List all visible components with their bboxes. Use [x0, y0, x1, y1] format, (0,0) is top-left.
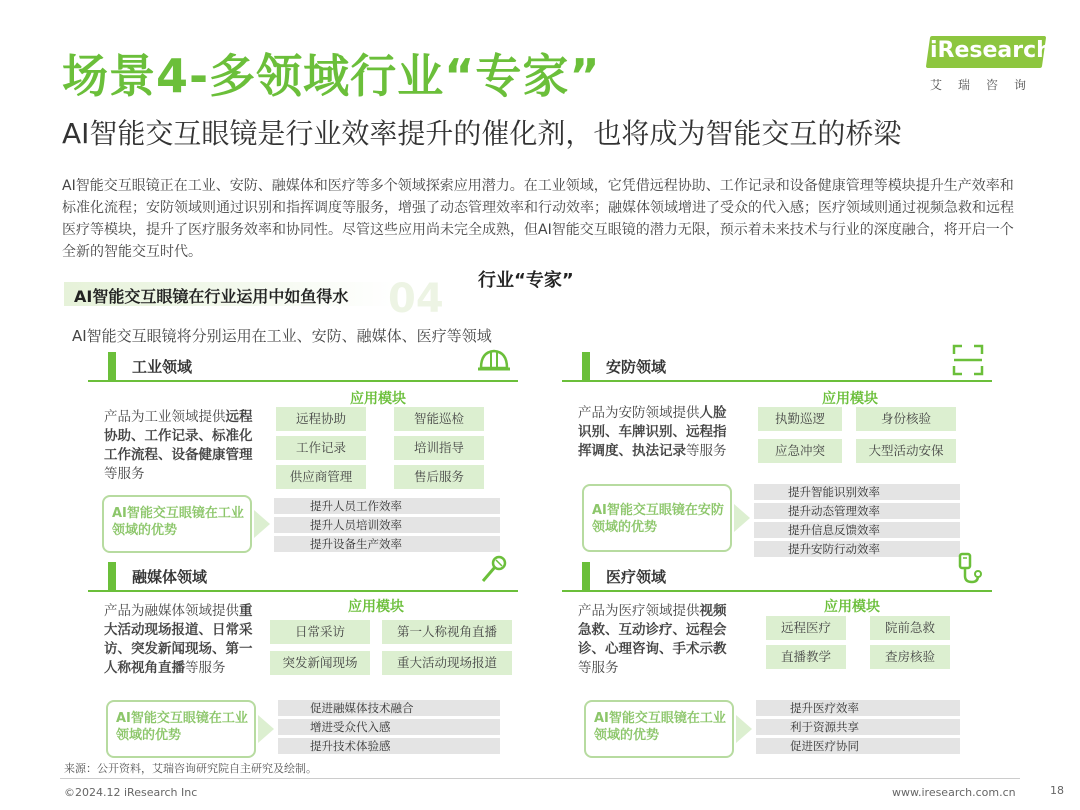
- ai-advantage-label: AI智能交互眼镜在安防领域的优势: [592, 503, 724, 535]
- panel-title-marker: [582, 562, 590, 592]
- slide-title: 场景4-多领域行业“专家”: [62, 49, 601, 103]
- benefit-row: [278, 700, 500, 716]
- panel-divider: [562, 590, 992, 592]
- footer-divider: [60, 778, 1020, 779]
- panel-description: [578, 602, 738, 678]
- module-tag: 突发新闻现场: [270, 651, 370, 675]
- ai-advantage-box: [584, 700, 734, 758]
- panel-title: 工业领域: [132, 358, 193, 376]
- desc-bold: 视频急救、互动诊疗、远程会诊、心理咨询、手术示教: [578, 603, 727, 657]
- desc-prefix: 产品为融媒体领域提供: [104, 603, 239, 619]
- intro-paragraph: AI智能交互眼镜正在工业、安防、融媒体和医疗等多个领域探索应用潜力。在工业领域，它凭借远程协助、工作记录和设备健康管理等模块提升生产效率和标准化流程；安防领域则通过识别和指挥调度等服务，增强了动态管理效率和行动效率；融媒体领域增进了受众的代入感；医疗领域则通过视频急救和远程医疗等模块，提升了医疗服务效率和协同性。尽管这些应用尚未完全成熟，但AI智能交互眼镜的潜力无限，预示着未来技术与行业的深度融合，将开启一个全新的智能交互时代。: [62, 178, 1014, 260]
- benefit-row: [754, 503, 960, 519]
- scan-frame-icon: [950, 342, 986, 378]
- ai-advantage-arrow: [734, 504, 750, 532]
- benefit-row: [274, 517, 500, 533]
- module-tag: 培训指导: [394, 436, 484, 460]
- module-title: 应用模块: [350, 391, 406, 407]
- benefit-text: 提升技术体验感: [310, 739, 391, 753]
- benefit-row: [756, 719, 960, 735]
- benefit-text: 利于资源共享: [790, 720, 859, 734]
- hard-hat-icon: [476, 342, 512, 378]
- section-heading: AI智能交互眼镜在行业运用中如鱼得水: [74, 287, 349, 306]
- panel-title: 融媒体领域: [132, 568, 208, 586]
- module-tag: 执勤巡逻: [758, 407, 842, 431]
- desc-prefix: 产品为工业领域提供: [104, 409, 226, 425]
- panel-title: 医疗领域: [606, 568, 667, 586]
- benefit-row: [278, 738, 500, 754]
- logo-word: iResearch: [930, 38, 1052, 63]
- module-tag: 供应商管理: [276, 465, 366, 489]
- benefit-row: [274, 498, 500, 514]
- section-subheading: AI智能交互眼镜将分别运用在工业、安防、融媒体、医疗等领域: [72, 327, 492, 345]
- desc-bold: 远程协助、工作记录、标准化工作流程、设备健康管理: [104, 409, 253, 463]
- module-tag: 身份核验: [856, 407, 956, 431]
- benefit-row: [756, 738, 960, 754]
- module-title: 应用模块: [348, 599, 404, 615]
- ai-advantage-arrow: [258, 715, 274, 743]
- benefit-row: [278, 719, 500, 735]
- copyright: ©2024.12 iResearch Inc: [64, 786, 198, 799]
- benefit-text: 提升人员培训效率: [310, 518, 402, 532]
- module-tag: 查房核验: [870, 645, 950, 669]
- module-tag: 大型活动安保: [856, 439, 956, 463]
- module-tag: 日常采访: [270, 620, 370, 644]
- ai-advantage-label: AI智能交互眼镜在工业领域的优势: [594, 711, 726, 743]
- slide-subtitle: AI智能交互眼镜是行业效率提升的催化剂，也将成为智能交互的桥梁: [62, 117, 902, 150]
- module-tag: 售后服务: [394, 465, 484, 489]
- desc-suffix: 等服务: [185, 660, 226, 676]
- module-title: 应用模块: [824, 599, 880, 615]
- module-title: 应用模块: [822, 391, 878, 407]
- source-note: 来源：公开资料，艾瑞咨询研究院自主研究及绘制。: [64, 762, 317, 775]
- module-tag: 远程医疗: [766, 616, 846, 640]
- desc-suffix: 等服务: [104, 466, 145, 482]
- module-tag: 直播教学: [766, 645, 846, 669]
- desc-bold: 人脸识别、车牌识别、远程指挥调度、执法记录: [578, 405, 727, 459]
- benefit-text: 增进受众代入感: [310, 720, 391, 734]
- ai-advantage-box: [582, 484, 732, 552]
- ai-advantage-box: [106, 700, 256, 758]
- panel-medical: [562, 562, 992, 762]
- module-tag: 第一人称视角直播: [382, 620, 512, 644]
- benefit-text: 促进医疗协同: [790, 739, 859, 753]
- panel-divider: [88, 380, 518, 382]
- panel-title-marker: [582, 352, 590, 382]
- panel-title-marker: [108, 562, 116, 592]
- logo-cn: 艾瑞咨询: [930, 78, 1043, 92]
- panel-divider: [88, 590, 518, 592]
- medical-device-icon: [950, 552, 986, 588]
- benefit-text: 提升动态管理效率: [788, 504, 880, 518]
- microphone-icon: [476, 552, 512, 588]
- desc-suffix: 等服务: [578, 660, 619, 676]
- benefit-row: [274, 536, 500, 552]
- panel-divider: [562, 380, 992, 382]
- desc-prefix: 产品为医疗领域提供: [578, 603, 700, 619]
- center-label: 行业“专家”: [478, 270, 574, 291]
- ai-advantage-box: [102, 495, 252, 553]
- panel-industry: [88, 352, 518, 552]
- benefit-row: [754, 522, 960, 538]
- benefit-text: 提升人员工作效率: [310, 499, 402, 513]
- benefit-row: [756, 700, 960, 716]
- panel-title-marker: [108, 352, 116, 382]
- module-tag: 远程协助: [276, 407, 366, 431]
- panel-security: [562, 352, 992, 556]
- benefit-text: 提升医疗效率: [790, 701, 859, 715]
- desc-suffix: 等服务: [686, 443, 727, 459]
- benefit-text: 提升安防行动效率: [788, 542, 880, 556]
- panel-media: [88, 562, 518, 762]
- benefit-row: [754, 541, 960, 557]
- module-tag: 重大活动现场报道: [382, 651, 512, 675]
- ai-advantage-arrow: [736, 715, 752, 743]
- benefit-text: 提升设备生产效率: [310, 537, 402, 551]
- benefit-row: [754, 484, 960, 500]
- benefit-text: 提升智能识别效率: [788, 485, 880, 499]
- ai-advantage-arrow: [254, 510, 270, 538]
- module-tag: 工作记录: [276, 436, 366, 460]
- iresearch-logo: [918, 36, 1050, 94]
- panel-title: 安防领域: [606, 358, 667, 376]
- ai-advantage-label: AI智能交互眼镜在工业领域的优势: [116, 711, 248, 743]
- panel-description: [104, 602, 264, 678]
- section-number: 04: [388, 276, 444, 322]
- website-link[interactable]: www.iresearch.com.cn: [892, 786, 1016, 799]
- ai-advantage-label: AI智能交互眼镜在工业领域的优势: [112, 506, 244, 538]
- benefit-text: 促进融媒体技术融合: [310, 701, 414, 715]
- desc-bold: 重大活动现场报道、日常采访、突发新闻现场、第一人称视角直播: [104, 603, 253, 676]
- panel-description: [104, 408, 264, 484]
- desc-prefix: 产品为安防领域提供: [578, 405, 700, 421]
- module-tag: 院前急救: [870, 616, 950, 640]
- page-number: 18: [1050, 784, 1064, 797]
- module-tag: 智能巡检: [394, 407, 484, 431]
- module-tag: 应急冲突: [758, 439, 842, 463]
- panel-description: [578, 404, 738, 461]
- benefit-text: 提升信息反馈效率: [788, 523, 880, 537]
